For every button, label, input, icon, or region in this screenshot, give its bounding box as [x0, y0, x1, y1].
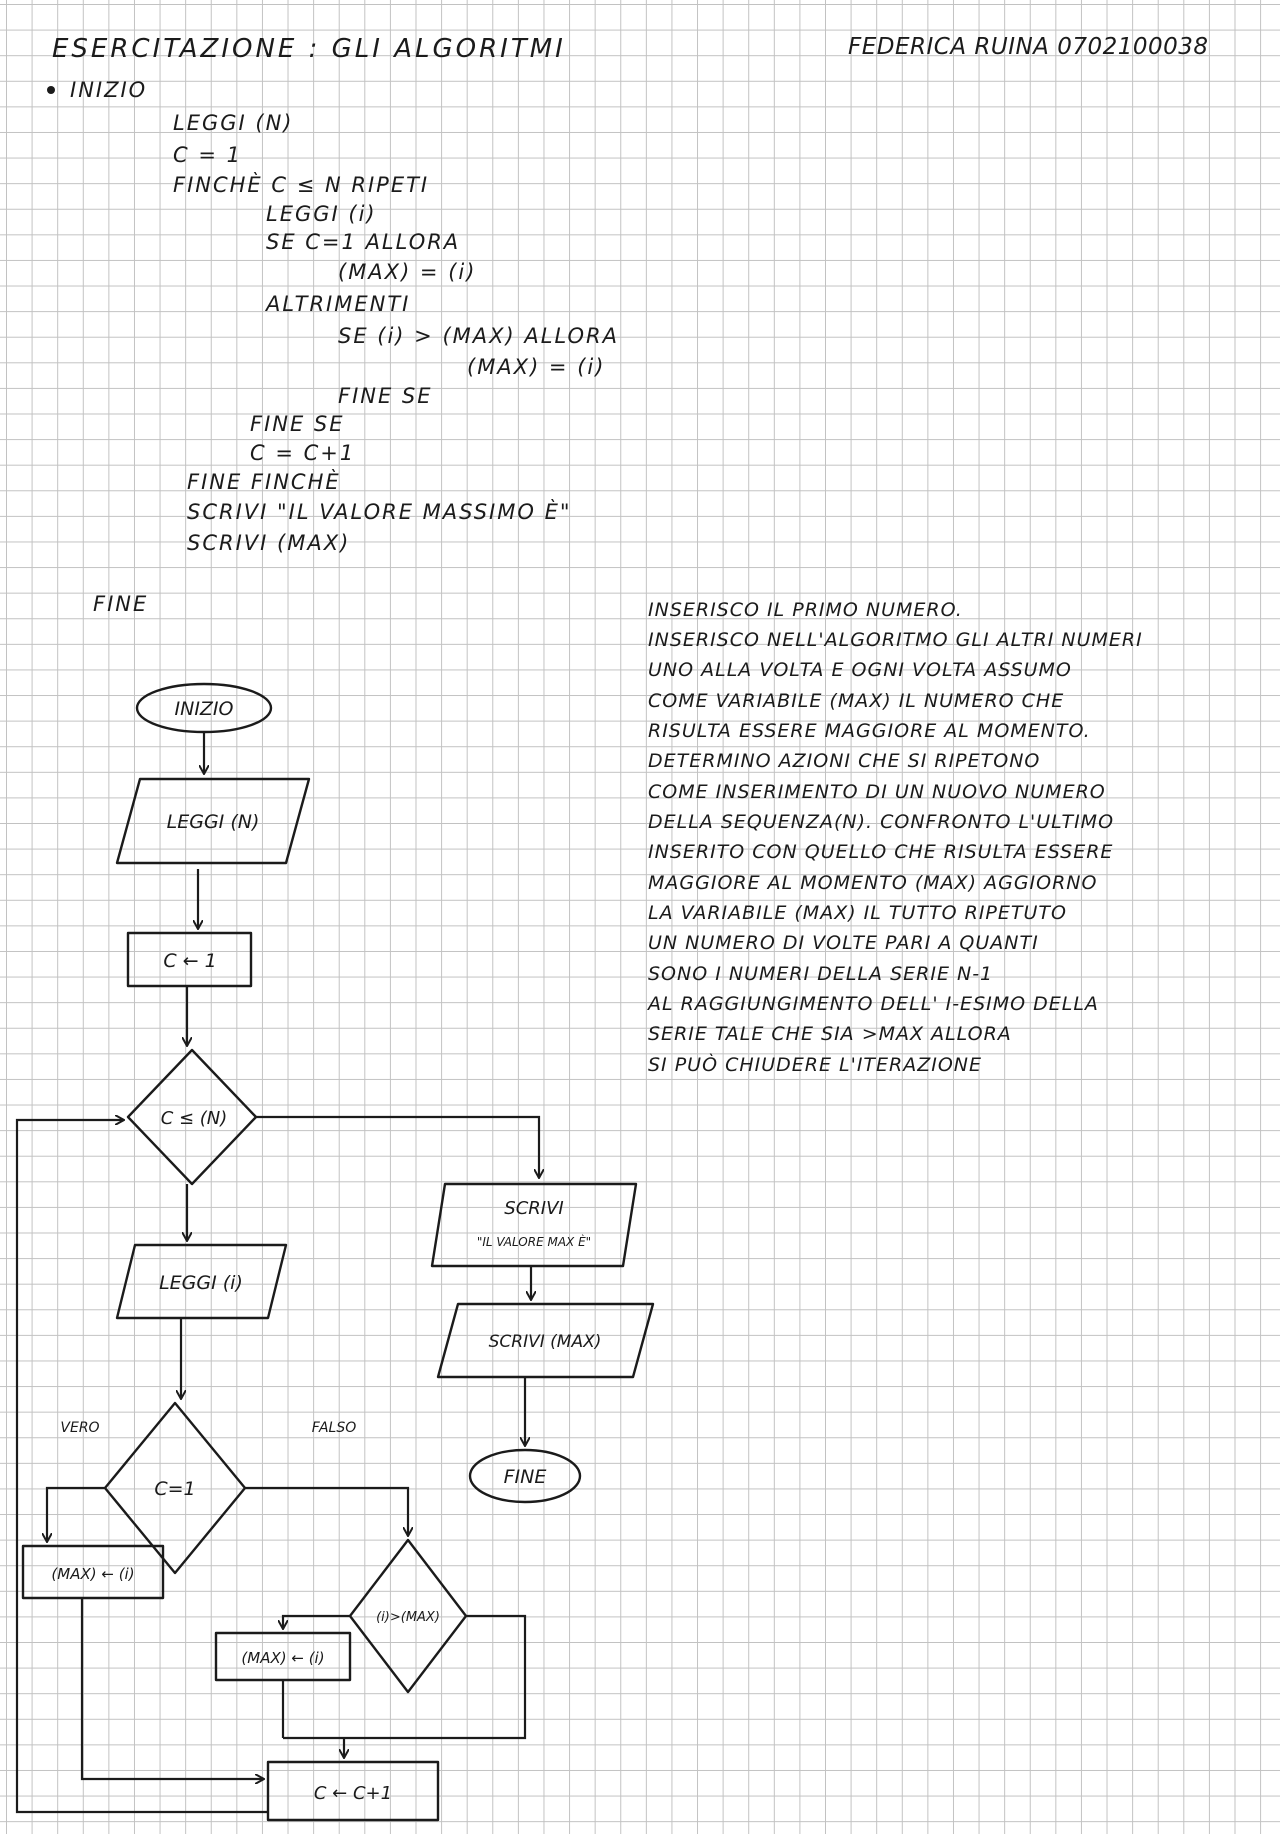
description-line: INSERISCO NELL'ALGORITMO GLI ALTRI NUMERI [648, 629, 1143, 651]
pseudocode-line: SE C=1 ALLORA [266, 230, 461, 254]
description-line: SI PUÒ CHIUDERE L'ITERAZIONE [648, 1054, 983, 1076]
read-n-label: LEGGI (N) [166, 811, 260, 833]
arrow-true-branch [47, 1488, 105, 1542]
pseudocode-line: (MAX) = (i) [467, 355, 606, 379]
arrow-greater-no [283, 1616, 525, 1738]
description-line: DELLA SEQUENZA(N). CONFRONTO L'ULTIMO [648, 811, 1115, 833]
pseudocode-line: FINCHÈ C ≤ N RIPETI [173, 173, 430, 197]
pseudocode-line: (MAX) = (i) [338, 260, 477, 284]
false-branch-label: FALSO [311, 1420, 357, 1436]
description-line: SERIE TALE CHE SIA >MAX ALLORA [648, 1023, 1012, 1045]
pseudocode-line: LEGGI (N) [173, 111, 294, 135]
pseudocode-line: LEGGI (i) [266, 202, 377, 226]
pseudocode-line: C = C+1 [250, 441, 356, 465]
pseudocode-line: ALTRIMENTI [266, 292, 411, 316]
author-name-id: FEDERICA RUINA 0702100038 [848, 34, 1209, 60]
page-title: ESERCITAZIONE : GLI ALGORITMI [52, 34, 566, 64]
write-message-io [432, 1184, 636, 1266]
description-line: COME INSERIMENTO DI UN NUOVO NUMERO [648, 781, 1106, 803]
assign-max-first-label: (MAX) ← (i) [51, 1565, 135, 1583]
pseudocode-line: SCRIVI (MAX) [187, 531, 351, 555]
description-line: LA VARIABILE (MAX) IL TUTTO RIPETUTO [648, 902, 1067, 924]
arrow-false-branch [245, 1488, 408, 1536]
pseudocode-line: INIZIO [70, 78, 148, 102]
greater-condition-label: (i)>(MAX) [376, 1610, 440, 1625]
description-line: COME VARIABILE (MAX) IL NUMERO CHE [648, 690, 1065, 712]
description-line: AL RAGGIUNGIMENTO DELL' I-ESIMO DELLA [648, 993, 1099, 1015]
description-line: INSERITO CON QUELLO CHE RISULTA ESSERE [648, 841, 1114, 863]
assign-max-label: (MAX) ← (i) [241, 1649, 325, 1667]
description-line: RISULTA ESSERE MAGGIORE AL MOMENTO. [648, 720, 1091, 742]
pseudocode-line: C = 1 [173, 143, 242, 167]
arrow-true-to-increment [82, 1598, 264, 1779]
write-message-title: SCRIVI [504, 1198, 564, 1219]
end-label: FINE [503, 1466, 547, 1488]
description-line: SONO I NUMERI DELLA SERIE N-1 [648, 963, 994, 985]
pseudocode-line: SCRIVI "IL VALORE MASSIMO È" [187, 500, 572, 524]
init-c-label: C ← 1 [163, 950, 217, 972]
pseudocode-line: FINE SE [250, 412, 345, 436]
loop-condition-label: C ≤ (N) [160, 1108, 228, 1129]
increment-label: C ← C+1 [313, 1783, 393, 1804]
description-line: INSERISCO IL PRIMO NUMERO. [648, 599, 963, 621]
pseudocode-line: FINE [93, 592, 149, 616]
pseudocode-line: SE (i) > (MAX) ALLORA [338, 324, 619, 348]
start-label: INIZIO [174, 698, 234, 720]
arrow-loop-exit [256, 1117, 539, 1178]
arrow-greater-yes [283, 1616, 350, 1629]
description-line: DETERMINO AZIONI CHE SI RIPETONO [648, 750, 1041, 772]
true-branch-label: VERO [60, 1420, 100, 1436]
first-condition-label: C=1 [154, 1478, 196, 1500]
description-line: UN NUMERO DI VOLTE PARI A QUANTI [648, 932, 1039, 954]
arrow-loop-back [17, 1120, 268, 1812]
pseudocode-line: FINE SE [338, 384, 433, 408]
pseudocode-line: FINE FINCHÈ [187, 470, 341, 494]
description-line: MAGGIORE AL MOMENTO (MAX) AGGIORNO [648, 872, 1098, 894]
write-message-text: "IL VALORE MAX È" [476, 1235, 592, 1249]
description-line: UNO ALLA VOLTA E OGNI VOLTA ASSUMO [648, 659, 1072, 681]
read-i-label: LEGGI (i) [159, 1272, 243, 1294]
write-max-label: SCRIVI (MAX) [488, 1332, 602, 1352]
